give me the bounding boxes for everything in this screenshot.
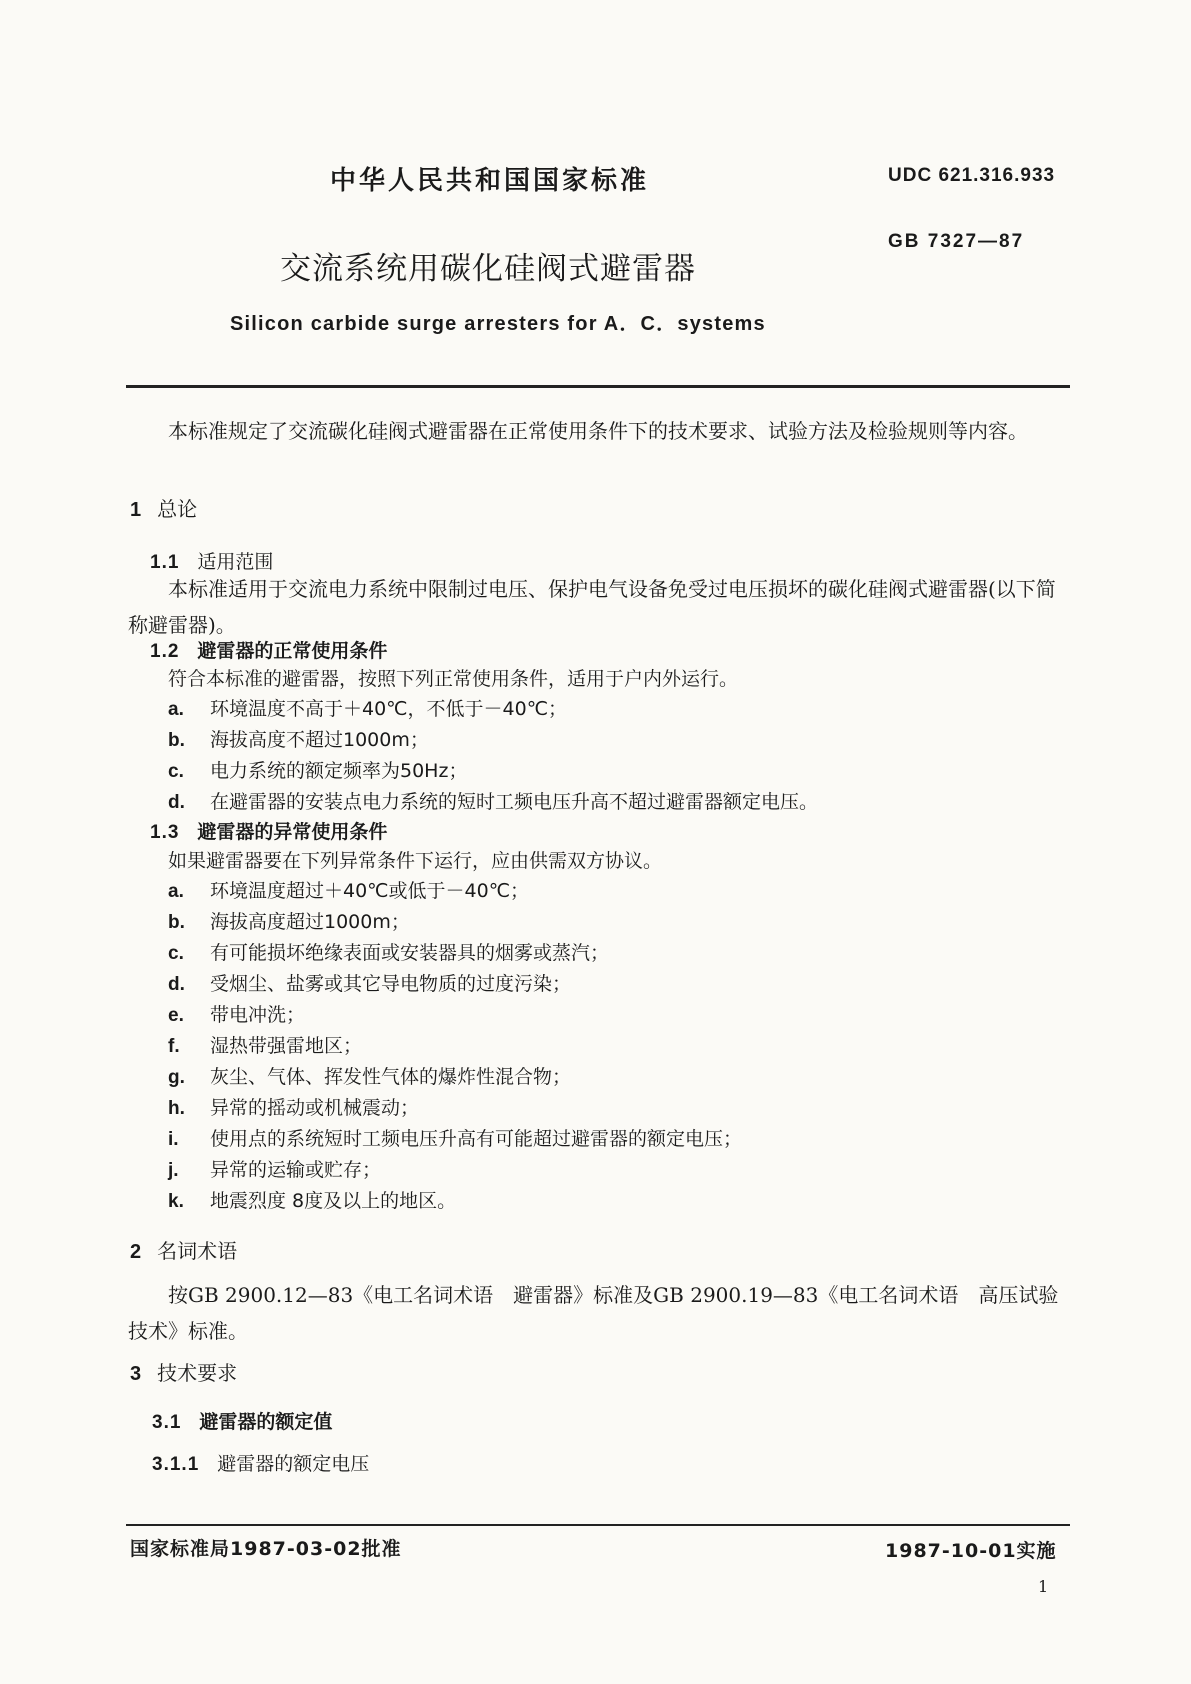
list-item: k. 地震烈度 8度及以上的地区。 (168, 1190, 457, 1212)
terminology-paragraph: 按GB 2900.12—83《电工名词术语 避雷器》标准及GB 2900.19—83《电工名词术语 高压试验技术》标准。 (128, 1283, 1059, 1343)
list-item: c. 有可能损坏绝缘表面或安装器具的烟雾或蒸汽； (168, 942, 610, 964)
gb-number: GB 7327—87 (888, 231, 1025, 252)
section-number: 1.2 (150, 641, 180, 662)
section-title: 避雷器的异常使用条件 (197, 821, 388, 843)
page-number: 1 (1038, 1577, 1049, 1596)
scope-paragraph: 本标准适用于交流电力系统中限制过电压、保护电气设备免受过电压损坏的碳化硅阀式避雷器(以下简称避雷器)。 (128, 577, 1056, 637)
header-divider (126, 385, 1070, 388)
list-item: i. 使用点的系统短时工频电压升高有可能超过避雷器的额定电压； (168, 1128, 743, 1150)
english-title: Silicon carbide surge arresters for A．C．systems (230, 313, 766, 335)
udc-code: UDC 621.316.933 (888, 165, 1056, 186)
section-number: 3 (130, 1363, 142, 1385)
list-item: b. 海拔高度超过1000m； (168, 911, 410, 933)
section-number: 3.1 (152, 1412, 182, 1433)
document-title: 交流系统用碳化硅阀式避雷器 (280, 251, 696, 287)
abnormal-conditions-lead: 如果避雷器要在下列异常条件下运行，应由供需双方协议。 (168, 850, 663, 872)
section-3-1-1-heading (152, 1449, 369, 1476)
standard-category: 中华人民共和国国家标准 (330, 166, 650, 196)
list-item: h. 异常的摇动或机械震动； (168, 1097, 420, 1119)
section-number: 1.1 (150, 552, 180, 573)
normal-conditions-lead: 符合本标准的避雷器，按照下列正常使用条件，适用于户内外运行。 (168, 668, 739, 690)
list-item: a. 环境温度不高于＋40℃，不低于－40℃； (168, 698, 568, 720)
list-item: d. 在避雷器的安装点电力系统的短时工频电压升高不超过避雷器额定电压。 (168, 791, 819, 813)
approval-date: 国家标准局1987-03-02批准 (130, 1538, 402, 1560)
list-item: j. 异常的运输或贮存； (168, 1159, 382, 1181)
section-title: 总论 (157, 497, 198, 521)
section-title: 技术要求 (157, 1361, 238, 1385)
section-title: 避雷器的额定值 (199, 1411, 333, 1433)
list-item: f. 湿热带强雷地区； (168, 1035, 363, 1057)
list-item: g. 灰尘、气体、挥发性气体的爆炸性混合物； (168, 1066, 572, 1088)
section-number: 1 (130, 499, 142, 521)
section-title: 名词术语 (157, 1239, 238, 1263)
section-number: 1.3 (150, 822, 180, 843)
list-item: c. 电力系统的额定频率为50Hz； (168, 760, 468, 782)
effective-date: 1987-10-01实施 (885, 1540, 1057, 1562)
section-title: 避雷器的额定电压 (217, 1453, 370, 1475)
section-1-2-heading (150, 636, 387, 663)
section-1-3-heading (150, 817, 387, 844)
section-1-1-heading (150, 547, 273, 574)
footer-divider (126, 1524, 1070, 1526)
section-title: 避雷器的正常使用条件 (197, 640, 388, 662)
section-3-1-heading (152, 1407, 332, 1434)
section-3-heading (130, 1357, 237, 1386)
section-title: 适用范围 (197, 551, 274, 573)
list-item: a. 环境温度超过＋40℃或低于－40℃； (168, 880, 530, 902)
section-number: 2 (130, 1241, 142, 1263)
list-item: d. 受烟尘、盐雾或其它导电物质的过度污染； (168, 973, 572, 995)
intro-paragraph: 本标准规定了交流碳化硅阀式避雷器在正常使用条件下的技术要求、试验方法及检验规则等内容。 (168, 419, 1028, 443)
section-number: 3.1.1 (152, 1454, 200, 1475)
section-1-heading (130, 493, 197, 522)
section-2-heading (130, 1235, 237, 1264)
list-item: b. 海拔高度不超过1000m； (168, 729, 429, 751)
list-item: e. 带电冲洗； (168, 1004, 306, 1026)
